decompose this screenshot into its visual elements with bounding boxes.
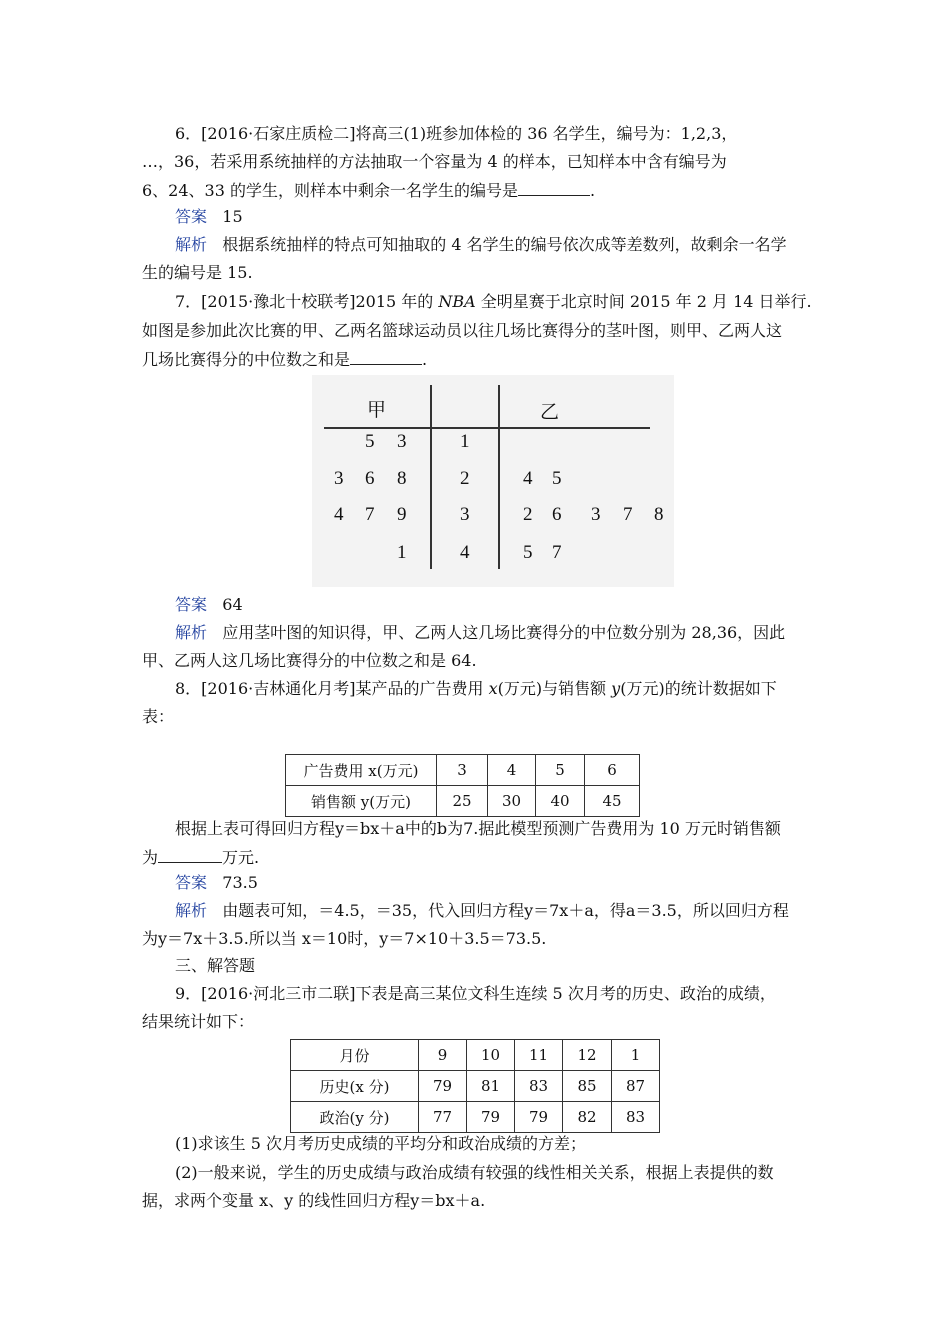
plot-stem: 2: [460, 468, 470, 489]
plot-leaf-right: 5: [523, 542, 533, 563]
table-cell: 9: [419, 1040, 467, 1071]
q9-part-2b: 据，求两个变量 x、y 的线性回归方程y＝bx＋a.: [142, 1191, 486, 1210]
table-row: [291, 1102, 660, 1133]
analysis-label: 解析: [175, 623, 208, 642]
q9-line-2: 结果统计如下：: [142, 1012, 255, 1031]
table-cell: 11: [515, 1040, 563, 1071]
q7-line-1: 7．[2015·豫北十校联考]2015 年的 NBA 全明星赛于北京时间 2015 年 2 月 14 日举行.: [175, 292, 812, 311]
answer-label: 答案: [175, 873, 208, 892]
table-row: [291, 1040, 660, 1071]
table-cell: 销售额 y(万元): [286, 786, 437, 817]
plot-stem: 4: [460, 542, 470, 563]
table-cell: 81: [467, 1071, 515, 1102]
table-cell: 79: [419, 1071, 467, 1102]
q8-data-table: [285, 754, 640, 817]
table-cell: 40: [536, 786, 585, 817]
answer-label: 答案: [175, 207, 208, 226]
plot-stem: 3: [460, 504, 470, 525]
q6-line-1: 6．[2016·石家庄质检二]将高三(1)班参加体检的 36 名学生，编号为：1,2,3，: [175, 124, 738, 143]
q6-analysis-2: 生的编号是 15.: [142, 263, 253, 282]
table-cell: 月份: [291, 1040, 419, 1071]
q7-line-3: 几场比赛得分的中位数之和是 .: [142, 350, 428, 369]
plot-leaf-right: 8: [654, 504, 664, 525]
q7-analysis-2: 甲、乙两人这几场比赛得分的中位数之和是 64.: [142, 651, 477, 670]
q7-line-2: 如图是参加此次比赛的甲、乙两名篮球运动员以往几场比赛得分的茎叶图，则甲、乙两人这: [142, 321, 783, 340]
q6-answer: 答案 15: [175, 207, 243, 226]
q8-line-1: 8．[2016·吉林通化月考]某产品的广告费用 x(万元)与销售额 y(万元)的统计数据如下: [175, 679, 777, 698]
answer-label: 答案: [175, 595, 208, 614]
plot-leaf-right: 6: [552, 504, 562, 525]
table-cell: 87: [612, 1071, 660, 1102]
table-cell: 30: [488, 786, 536, 817]
table-cell: 6: [585, 755, 640, 786]
table-cell: 3: [437, 755, 488, 786]
plot-right-divider: [498, 385, 500, 569]
q8-line-3: 根据上表可得回归方程y＝bx＋a中的b为7.据此模型预测广告费用为 10 万元时销售额: [175, 819, 781, 838]
q7-answer: 答案 64: [175, 595, 243, 614]
analysis-label: 解析: [175, 235, 208, 254]
q6-line-3: 6、24、33 的学生，则样本中剩余一名学生的编号是 .: [142, 181, 596, 200]
q8-analysis-1: 解析 由题表可知，＝4.5，＝35，代入回归方程y＝7x＋a，得a＝3.5，所以回归方程: [175, 901, 789, 920]
q8-answer: 答案 73.5: [175, 873, 258, 892]
table-cell: 1: [612, 1040, 660, 1071]
plot-leaf-left: 5: [365, 431, 375, 452]
table-cell: 85: [563, 1071, 612, 1102]
table-cell: 12: [563, 1040, 612, 1071]
table-cell: 广告费用 x(万元): [286, 755, 437, 786]
stem-leaf-plot: [312, 375, 674, 587]
plot-leaf-left: 4: [334, 504, 344, 525]
table-cell: 83: [515, 1071, 563, 1102]
q8-analysis-2: 为y＝7x＋3.5.所以当 x＝10时，y＝7×10＋3.5＝73.5.: [142, 929, 547, 948]
plot-leaf-right: 7: [623, 504, 633, 525]
table-cell: 政治(y 分): [291, 1102, 419, 1133]
table-cell: 83: [612, 1102, 660, 1133]
plot-head-right: 乙: [540, 402, 560, 423]
section-heading: 三、解答题: [175, 956, 256, 975]
table-row: [291, 1071, 660, 1102]
table-cell: 82: [563, 1102, 612, 1133]
plot-leaf-right: 4: [523, 468, 533, 489]
table-cell: 45: [585, 786, 640, 817]
q9-part-1: (1)求该生 5 次月考历史成绩的平均分和政治成绩的方差；: [175, 1134, 587, 1153]
table-cell: 10: [467, 1040, 515, 1071]
plot-leaf-left: 1: [397, 542, 407, 563]
plot-left-divider: [430, 385, 432, 569]
plot-leaf-right: 2: [523, 504, 533, 525]
plot-leaf-right: 7: [552, 542, 562, 563]
q8-line-2: 表：: [142, 707, 175, 726]
q6-analysis-1: 解析 根据系统抽样的特点可知抽取的 4 名学生的编号依次成等差数列，故剩余一名学: [175, 235, 787, 254]
plot-head-left: 甲: [367, 400, 387, 421]
plot-leaf-left: 9: [397, 504, 407, 525]
q8-line-4: 为 万元.: [142, 848, 260, 867]
plot-leaf-right: 5: [552, 468, 562, 489]
table-cell: 79: [515, 1102, 563, 1133]
table-cell: 77: [419, 1102, 467, 1133]
plot-header-line: [324, 427, 650, 429]
table-row: [286, 755, 640, 786]
q9-data-table: [290, 1039, 660, 1133]
table-cell: 4: [488, 755, 536, 786]
q7-analysis-1: 解析 应用茎叶图的知识得，甲、乙两人这几场比赛得分的中位数分别为 28,36，因此: [175, 623, 786, 642]
table-cell: 79: [467, 1102, 515, 1133]
q9-line-1: 9．[2016·河北三市二联]下表是高三某位文科生连续 5 次月考的历史、政治的成绩，: [175, 984, 776, 1003]
plot-leaf-left: 8: [397, 468, 407, 489]
analysis-label: 解析: [175, 901, 208, 920]
table-row: [286, 786, 640, 817]
table-cell: 5: [536, 755, 585, 786]
plot-leaf-left: 3: [334, 468, 344, 489]
plot-stem: 1: [460, 431, 470, 452]
plot-leaf-right: 3: [591, 504, 601, 525]
plot-leaf-left: 6: [365, 468, 375, 489]
q6-line-2: …，36，若采用系统抽样的方法抽取一个容量为 4 的样本，已知样本中含有编号为: [142, 152, 727, 171]
plot-leaf-left: 7: [365, 504, 375, 525]
table-cell: 历史(x 分): [291, 1071, 419, 1102]
plot-leaf-left: 3: [397, 431, 407, 452]
table-cell: 25: [437, 786, 488, 817]
q9-part-2a: (2)一般来说，学生的历史成绩与政治成绩有较强的线性相关关系，根据上表提供的数: [175, 1163, 774, 1182]
